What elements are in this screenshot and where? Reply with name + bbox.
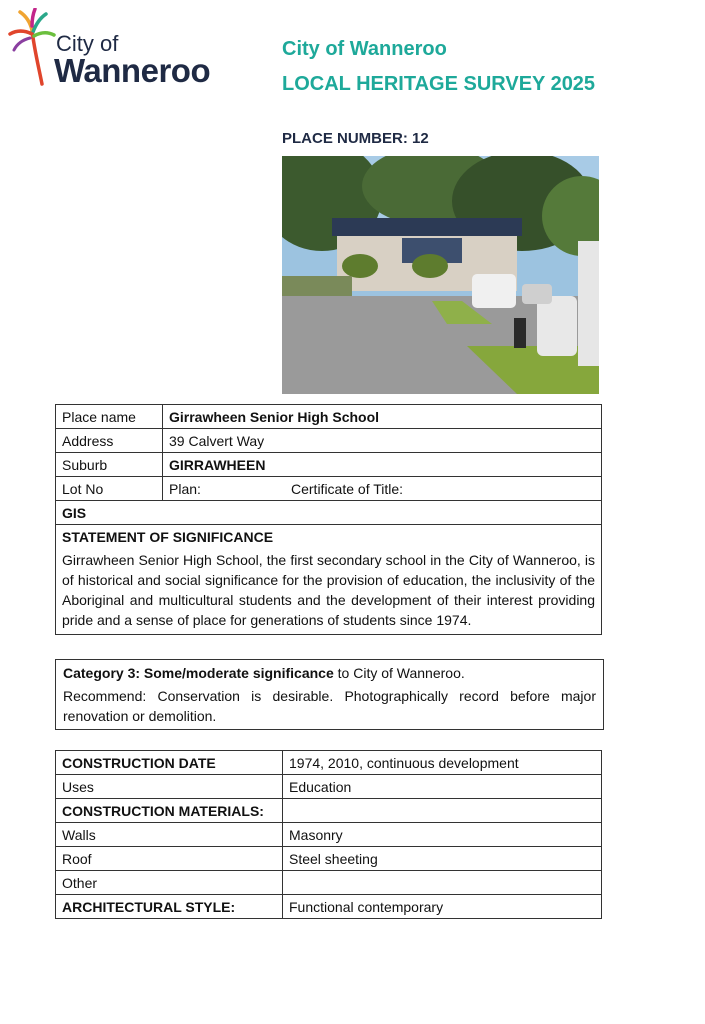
logo-wanneroo: Wanneroo bbox=[54, 52, 211, 89]
table-row bbox=[56, 751, 602, 775]
walls-label: Walls bbox=[56, 823, 283, 847]
table-row bbox=[56, 501, 602, 525]
suburb-label: Suburb bbox=[56, 453, 163, 477]
walls-value: Masonry bbox=[283, 823, 602, 847]
lot-label: Lot No bbox=[56, 477, 163, 501]
header-title: City of Wanneroo bbox=[282, 38, 447, 60]
construction-date-label: CONSTRUCTION DATE bbox=[56, 751, 283, 775]
roof-label: Roof bbox=[56, 847, 283, 871]
school-photo bbox=[282, 156, 599, 394]
survey-title: LOCAL HERITAGE SURVEY 2025 bbox=[282, 73, 596, 95]
style-value: Functional contemporary bbox=[283, 895, 602, 919]
significance-heading: STATEMENT OF SIGNIFICANCE bbox=[62, 529, 274, 545]
significance-text: Girrawheen Senior High School, the first secondary school in the City of Wanneroo, is of historical and social significance for the provision of education, the inclusivity of the Aboriginal and multicultural students and the development of their interest providing pride and a sense of place for generations of students since 1974. bbox=[62, 552, 595, 628]
plan-label: Plan: bbox=[169, 480, 201, 497]
table-row bbox=[56, 453, 602, 477]
place-name-value: Girrawheen Senior High School bbox=[163, 405, 602, 429]
table-row bbox=[56, 775, 602, 799]
table-row bbox=[56, 799, 602, 823]
certificate-label: Certificate of Title: bbox=[291, 480, 404, 497]
table-row bbox=[56, 871, 602, 895]
table-row bbox=[56, 477, 602, 501]
kangaroo-paw-icon bbox=[8, 8, 56, 88]
uses-label: Uses bbox=[56, 775, 283, 799]
style-label: ARCHITECTURAL STYLE: bbox=[56, 895, 283, 919]
other-value bbox=[283, 871, 602, 895]
table-row bbox=[56, 405, 602, 429]
plan-cell bbox=[163, 477, 602, 501]
table-row bbox=[56, 525, 602, 635]
category-title: Category 3: Some/moderate significance bbox=[63, 665, 334, 681]
gis-label: GIS bbox=[56, 501, 602, 525]
uses-value: Education bbox=[283, 775, 602, 799]
address-label: Address bbox=[56, 429, 163, 453]
construction-table bbox=[55, 750, 602, 919]
significance-cell bbox=[56, 525, 602, 635]
table-row bbox=[56, 429, 602, 453]
recommendation-text: Recommend: Conservation is desirable. Photographically record before major renovation or demolition. bbox=[63, 688, 596, 724]
place-number: PLACE NUMBER: 12 bbox=[282, 130, 429, 147]
category-line bbox=[63, 663, 596, 683]
table-row bbox=[56, 847, 602, 871]
construction-date-value: 1974, 2010, continuous development bbox=[283, 751, 602, 775]
category-box bbox=[55, 659, 604, 730]
address-value: 39 Calvert Way bbox=[163, 429, 602, 453]
table-row bbox=[56, 895, 602, 919]
city-logo bbox=[8, 8, 228, 88]
other-label: Other bbox=[56, 871, 283, 895]
suburb-value: GIRRAWHEEN bbox=[163, 453, 602, 477]
materials-value bbox=[283, 799, 602, 823]
place-name-label: Place name bbox=[56, 405, 163, 429]
table-row bbox=[56, 823, 602, 847]
materials-label: CONSTRUCTION MATERIALS: bbox=[56, 799, 283, 823]
logo-city: City of bbox=[56, 31, 119, 56]
roof-value: Steel sheeting bbox=[283, 847, 602, 871]
category-suffix: to City of Wanneroo. bbox=[333, 665, 465, 681]
place-details-table bbox=[55, 404, 602, 635]
